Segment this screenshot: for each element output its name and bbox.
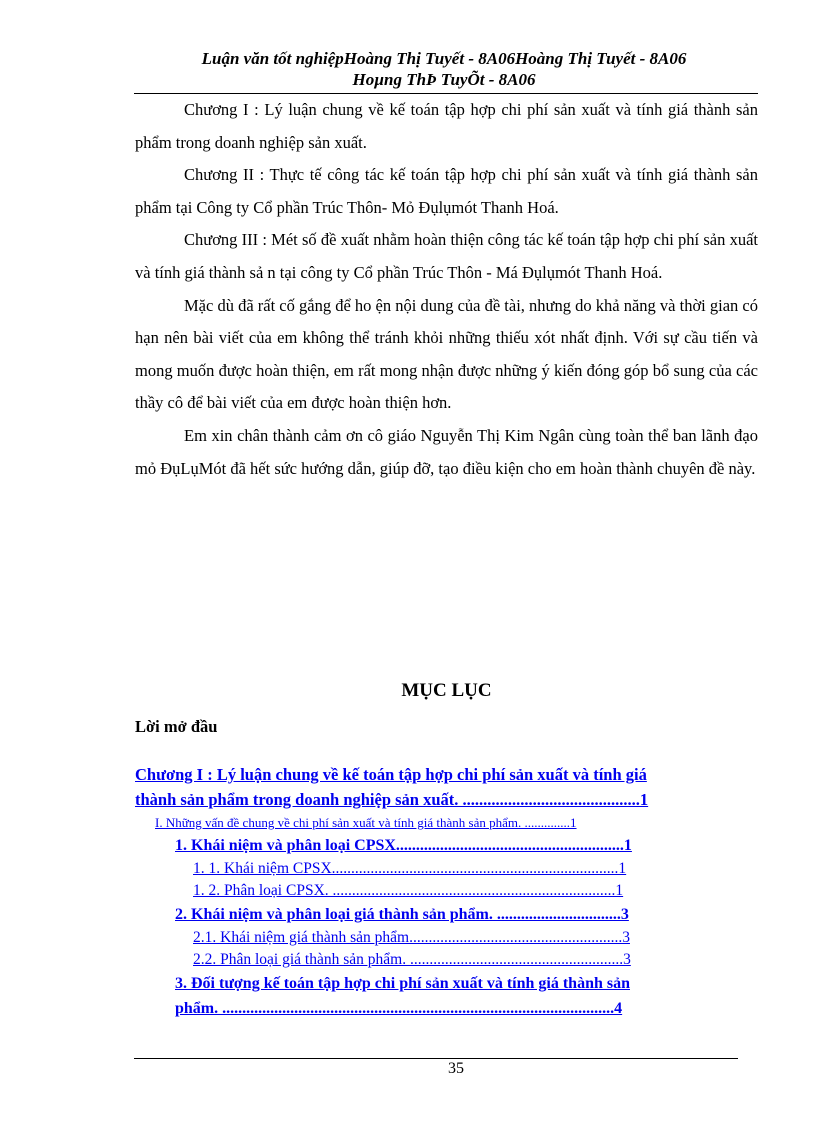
running-header	[134, 48, 754, 90]
paragraph-limitations: Mặc dù đã rất cố gắng để ho ện nội dung của đề tài, nhưng do khả năng và thời gian có hạn nên bài viết của em không thể tránh khỏi những thiếu xót nhất định. Với sự cầu tiến và mong muốn được hoàn thiện, em rất mong nhận được những ý kiến đóng góp bổ sung của các thầy cô để bài viết của em được hoàn thiện hơn.	[135, 295, 758, 413]
header-line-1: Luận văn tốt nghiệpHoàng Thị Tuyết - 8A06Hoàng Thị Tuyết - 8A06	[201, 49, 687, 68]
body-text	[135, 94, 758, 485]
paragraph-acknowledgement: Em xin chân thành cảm ơn cô giáo Nguyễn Thị Kim Ngân cùng toàn thể ban lãnh đạo mỏ ĐụLụMót đã hết sức hướng dẫn, giúp đỡ, tạo điều kiện cho em hoàn thành chuyên đề này.	[135, 425, 758, 478]
toc-link-2-1[interactable]: 2.1. Khái niệm giá thành sản phẩm.......................................................3	[193, 929, 630, 946]
paragraph-chapter-3: Chương III : Mét số đề xuất nhằm hoàn thiện công tác kế toán tập hợp chi phí sản xuất và tính giá thành sả n tại công ty Cổ phần Trúc Thôn - Má Đụlụmót Thanh Hoá.	[135, 230, 758, 282]
toc-title: MỤC LỤC	[401, 680, 492, 701]
toc-link-chapter-1-cont[interactable]: thành sản phẩm trong doanh nghiệp sản xuất. ...........................................1	[135, 790, 649, 809]
toc-link-section-I[interactable]: I. Những vấn đề chung về chi phí sản xuất và tính giá thành sản phẩm. ..............1	[155, 815, 577, 830]
footer-rule	[134, 1058, 738, 1059]
toc-link-3-cont[interactable]: phẩm. ..................................................................................................4	[175, 1000, 623, 1017]
page-number: 35	[448, 1060, 464, 1077]
toc-link-1[interactable]: 1. Khái niệm và phân loại CPSX.........................................................1	[175, 837, 632, 854]
paragraph-chapter-2: Chương II : Thực tế công tác kế toán tập hợp chi phí sản xuất và tính giá thành sản phẩm tại Công ty Cổ phần Trúc Thôn- Mỏ Đụlụmót Thanh Hoá.	[135, 165, 758, 217]
toc-link-2-2[interactable]: 2.2. Phân loại giá thành sản phẩm. .......................................................3	[193, 951, 631, 968]
header-line-2: Hoµng ThÞ TuyÕt - 8A06	[352, 70, 536, 89]
toc-intro: Lời mở đầu	[135, 717, 218, 736]
table-of-contents	[135, 762, 760, 1021]
paragraph-chapter-1: Chương I : Lý luận chung về kế toán tập hợp chi phí sản xuất và tính giá thành sản phẩm trong doanh nghiệp sản xuất.	[135, 100, 758, 152]
toc-link-chapter-1[interactable]: Chương I : Lý luận chung về kế toán tập hợp chi phí sản xuất và tính giá	[135, 765, 647, 784]
toc-link-3[interactable]: 3. Đối tượng kế toán tập hợp chi phí sản xuất và tính giá thành sản	[175, 975, 630, 992]
toc-link-1-1[interactable]: 1. 1. Khái niệm CPSX..........................................................................1	[193, 860, 627, 877]
toc-link-1-2[interactable]: 1. 2. Phân loại CPSX. .........................................................................1	[193, 882, 624, 899]
toc-link-2[interactable]: 2. Khái niệm và phân loại giá thành sản phẩm. ...............................3	[175, 906, 629, 923]
